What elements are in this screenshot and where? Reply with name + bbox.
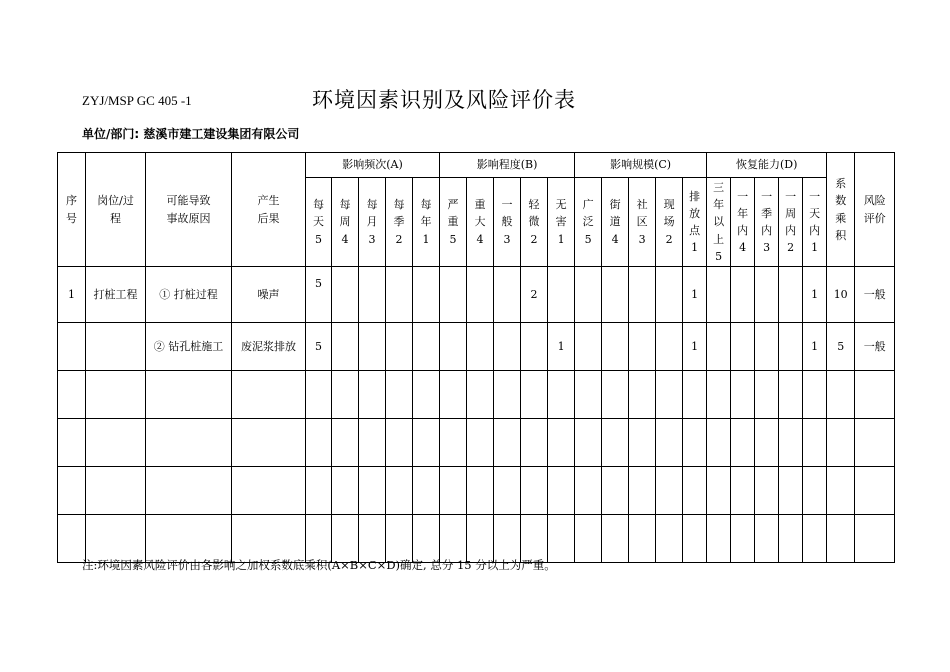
header-row-groups: [58, 153, 895, 178]
cell-empty: [827, 419, 855, 467]
cell-c-3: [629, 323, 656, 371]
subheader-a-2: 每 周 4: [332, 178, 359, 267]
cell-empty: [359, 467, 386, 515]
cell-empty: [386, 371, 413, 419]
cell-empty: [575, 419, 602, 467]
cell-c-4: [656, 267, 683, 323]
cell-d-3: [755, 323, 779, 371]
cell-empty: [779, 515, 803, 563]
cell-d-5: 1: [803, 323, 827, 371]
cell-coefficient: 10: [827, 267, 855, 323]
cell-empty: [575, 371, 602, 419]
cell-empty: [707, 515, 731, 563]
document-title: 环境因素识别及风险评价表: [312, 88, 576, 112]
risk-evaluation-table: [57, 152, 895, 563]
cell-empty: [755, 515, 779, 563]
header-post: 岗位/过 程: [86, 153, 146, 267]
cell-empty: [755, 419, 779, 467]
cell-empty: [779, 467, 803, 515]
subheader-b-4: 轻 微 2: [521, 178, 548, 267]
cell-empty: [494, 515, 521, 563]
footnote: 注:环境因素风险评价由各影响之加权系数底乘积(A×B×C×D)确定, 总分 15 分以上为严重。: [82, 558, 556, 572]
cell-b-1: [440, 323, 467, 371]
cell-empty: [86, 515, 146, 563]
cell-d-1: [707, 323, 731, 371]
cell-empty: [494, 371, 521, 419]
document-code: ZYJ/MSP GC 405 -1: [82, 93, 192, 108]
cell-empty: [413, 419, 440, 467]
cell-empty: [232, 467, 306, 515]
cell-consequence: 噪声: [232, 267, 306, 323]
cell-d-2: [731, 323, 755, 371]
cell-empty: [707, 419, 731, 467]
cell-empty: [629, 467, 656, 515]
cell-empty: [306, 515, 332, 563]
cell-rating: 一般: [855, 323, 895, 371]
subheader-b-2: 重 大 4: [467, 178, 494, 267]
cell-empty: [306, 371, 332, 419]
cell-a-5: [413, 267, 440, 323]
cell-rating: 一般: [855, 267, 895, 323]
cell-d-5: 1: [803, 267, 827, 323]
subheader-c-3: 社 区 3: [629, 178, 656, 267]
cell-c-2: [602, 267, 629, 323]
header-coefficient: 系 数 乘 积: [827, 153, 855, 267]
unit-department-line: 单位/部门: 慈溪市建工建设集团有限公司: [82, 127, 300, 141]
cell-empty: [731, 419, 755, 467]
cell-c-1: [575, 323, 602, 371]
cell-empty: [494, 419, 521, 467]
cell-empty: [306, 419, 332, 467]
cell-empty: [803, 515, 827, 563]
cell-b-2: [467, 323, 494, 371]
header-group-d: 恢复能力(D): [707, 153, 827, 178]
cell-empty: [827, 515, 855, 563]
subheader-d-1: 三 年 以 上 5: [707, 178, 731, 267]
cell-post: 打桩工程: [86, 267, 146, 323]
cell-d-4: [779, 267, 803, 323]
cell-empty: [86, 371, 146, 419]
cell-b-1: [440, 267, 467, 323]
cell-empty: [683, 467, 707, 515]
table-row: [58, 267, 895, 323]
subheader-d-3: 一 季 内 3: [755, 178, 779, 267]
subheader-c-2: 街 道 4: [602, 178, 629, 267]
subheader-a-3: 每 月 3: [359, 178, 386, 267]
cell-empty: [575, 467, 602, 515]
cell-empty: [494, 467, 521, 515]
cell-empty: [602, 467, 629, 515]
cell-empty: [656, 467, 683, 515]
cell-empty: [386, 467, 413, 515]
cell-coefficient: 5: [827, 323, 855, 371]
subheader-d-5: 一 天 内 1: [803, 178, 827, 267]
cell-empty: [86, 419, 146, 467]
cell-empty: [683, 371, 707, 419]
cell-c-4: [656, 323, 683, 371]
cell-empty: [58, 467, 86, 515]
cell-empty: [413, 371, 440, 419]
cell-empty: [602, 371, 629, 419]
cell-c-5: 1: [683, 323, 707, 371]
cell-b-5: [548, 267, 575, 323]
cell-empty: [707, 371, 731, 419]
cell-empty: [803, 419, 827, 467]
header-consequence: 产生 后果: [232, 153, 306, 267]
cell-empty: [755, 467, 779, 515]
cell-empty: [731, 371, 755, 419]
cell-empty: [602, 419, 629, 467]
header-group-a: 影响频次(A): [306, 153, 440, 178]
cell-a-2: [332, 323, 359, 371]
subheader-c-1: 广 泛 5: [575, 178, 602, 267]
cell-c-3: [629, 267, 656, 323]
header-rating: 风险 评价: [855, 153, 895, 267]
cell-empty: [731, 467, 755, 515]
cell-empty: [803, 467, 827, 515]
cell-empty: [467, 371, 494, 419]
subheader-a-1: 每 天 5: [306, 178, 332, 267]
cell-a-1: 5: [306, 267, 332, 323]
cell-empty: [548, 515, 575, 563]
cell-empty: [332, 467, 359, 515]
cell-empty: [548, 419, 575, 467]
cell-empty: [521, 419, 548, 467]
subheader-d-2: 一 年 内 4: [731, 178, 755, 267]
cell-empty: [58, 515, 86, 563]
cell-d-3: [755, 267, 779, 323]
cell-empty: [855, 467, 895, 515]
cell-empty: [146, 467, 232, 515]
header-group-b: 影响程度(B): [440, 153, 575, 178]
table-row: [58, 419, 895, 467]
cell-a-3: [359, 323, 386, 371]
cell-empty: [855, 515, 895, 563]
header-cause: 可能导致 事故原因: [146, 153, 232, 267]
table-row: [58, 467, 895, 515]
subheader-c-4: 现 场 2: [656, 178, 683, 267]
cell-empty: [146, 371, 232, 419]
cell-b-4: [521, 323, 548, 371]
cell-a-2: [332, 267, 359, 323]
cell-empty: [440, 515, 467, 563]
cell-empty: [306, 467, 332, 515]
cell-empty: [467, 515, 494, 563]
cell-empty: [548, 467, 575, 515]
cell-empty: [413, 515, 440, 563]
cell-empty: [855, 419, 895, 467]
cell-b-3: [494, 267, 521, 323]
cell-b-5: 1: [548, 323, 575, 371]
cell-empty: [440, 467, 467, 515]
cell-empty: [575, 515, 602, 563]
cell-empty: [521, 371, 548, 419]
cell-empty: [629, 371, 656, 419]
cell-consequence: 废泥浆排放: [232, 323, 306, 371]
cell-c-2: [602, 323, 629, 371]
cell-empty: [827, 467, 855, 515]
cell-empty: [656, 419, 683, 467]
cell-empty: [232, 371, 306, 419]
cell-empty: [755, 371, 779, 419]
cell-a-4: [386, 267, 413, 323]
cell-empty: [58, 419, 86, 467]
cell-seq: 1: [58, 267, 86, 323]
cell-empty: [332, 371, 359, 419]
cell-a-4: [386, 323, 413, 371]
cell-cause: ① 打桩过程: [146, 267, 232, 323]
cell-seq: [58, 323, 86, 371]
cell-empty: [86, 467, 146, 515]
cell-empty: [521, 467, 548, 515]
cell-empty: [827, 371, 855, 419]
cell-empty: [386, 419, 413, 467]
cell-empty: [440, 371, 467, 419]
cell-d-4: [779, 323, 803, 371]
cell-empty: [731, 515, 755, 563]
cell-empty: [332, 419, 359, 467]
subheader-b-3: 一 般 3: [494, 178, 521, 267]
cell-empty: [779, 371, 803, 419]
table-row: [58, 371, 895, 419]
cell-empty: [332, 515, 359, 563]
cell-empty: [413, 467, 440, 515]
cell-b-4: 2: [521, 267, 548, 323]
cell-d-1: [707, 267, 731, 323]
cell-empty: [629, 419, 656, 467]
cell-empty: [521, 515, 548, 563]
cell-empty: [683, 419, 707, 467]
cell-a-1: 5: [306, 323, 332, 371]
cell-empty: [146, 515, 232, 563]
cell-empty: [548, 371, 575, 419]
subheader-b-5: 无 害 1: [548, 178, 575, 267]
table-body: [58, 267, 895, 563]
cell-empty: [683, 515, 707, 563]
cell-empty: [232, 419, 306, 467]
cell-empty: [359, 419, 386, 467]
table-row: [58, 515, 895, 563]
cell-empty: [707, 467, 731, 515]
cell-post: [86, 323, 146, 371]
cell-empty: [855, 371, 895, 419]
header-group-c: 影响规模(C): [575, 153, 707, 178]
subheader-a-5: 每 年 1: [413, 178, 440, 267]
cell-b-2: [467, 267, 494, 323]
cell-c-5: 1: [683, 267, 707, 323]
cell-empty: [467, 419, 494, 467]
cell-empty: [629, 515, 656, 563]
cell-cause: ② 钻孔桩施工: [146, 323, 232, 371]
cell-empty: [359, 371, 386, 419]
cell-b-3: [494, 323, 521, 371]
cell-empty: [386, 515, 413, 563]
cell-a-5: [413, 323, 440, 371]
subheader-b-1: 严 重 5: [440, 178, 467, 267]
table-row: [58, 323, 895, 371]
subheader-c-5: 排 放 点 1: [683, 178, 707, 267]
cell-empty: [656, 371, 683, 419]
cell-empty: [232, 515, 306, 563]
cell-empty: [779, 419, 803, 467]
cell-empty: [467, 467, 494, 515]
cell-empty: [359, 515, 386, 563]
cell-empty: [58, 371, 86, 419]
cell-empty: [440, 419, 467, 467]
subheader-a-4: 每 季 2: [386, 178, 413, 267]
cell-a-3: [359, 267, 386, 323]
cell-empty: [602, 515, 629, 563]
cell-empty: [146, 419, 232, 467]
cell-c-1: [575, 267, 602, 323]
cell-d-2: [731, 267, 755, 323]
subheader-d-4: 一 周 内 2: [779, 178, 803, 267]
cell-empty: [656, 515, 683, 563]
cell-empty: [803, 371, 827, 419]
header-seq: 序 号: [58, 153, 86, 267]
